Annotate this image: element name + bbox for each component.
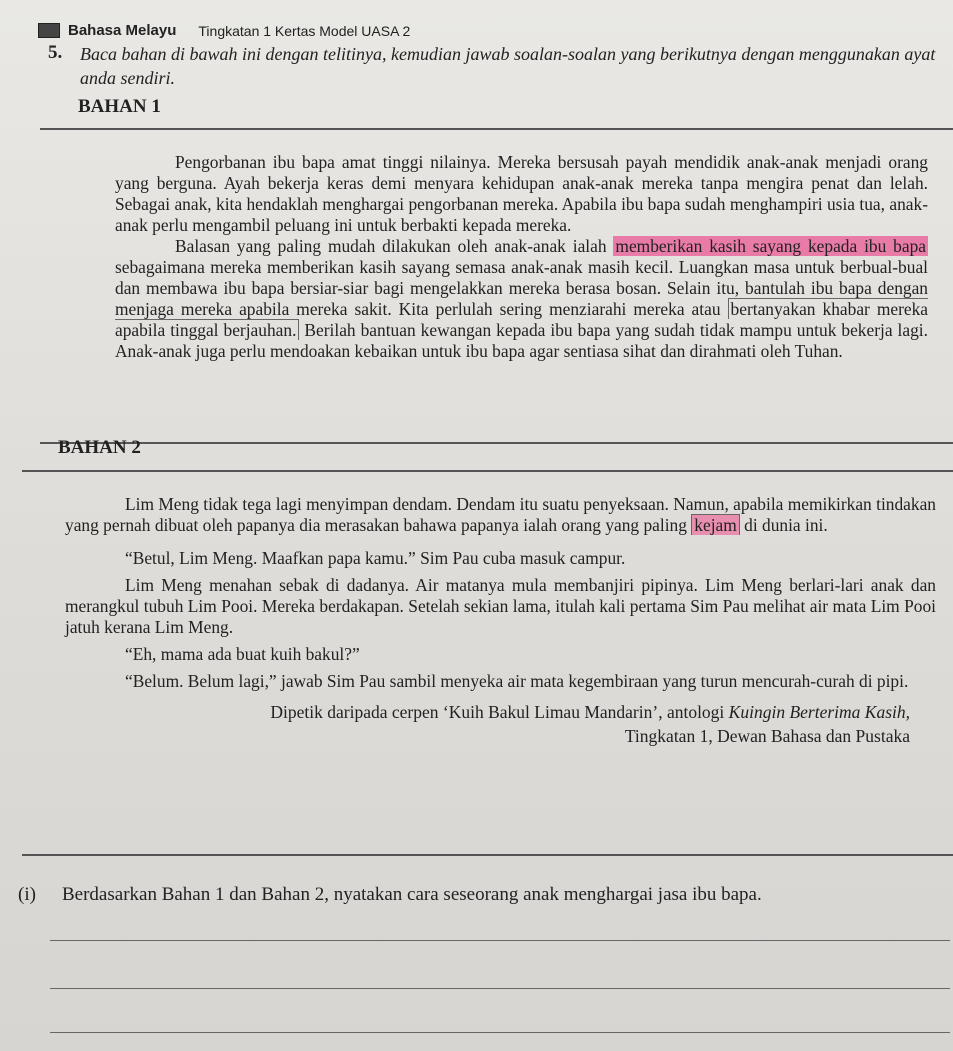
bahan-1-paragraph-2	[115, 236, 928, 362]
page-header	[38, 22, 410, 39]
bahan-1-box	[40, 128, 953, 444]
subquestion-number: (i)	[18, 884, 36, 905]
bahan-1-text: Berilah bantuan kewangan kepada ibu bapa yang sudah tidak mampu untuk bekerja lagi. Anak-anak juga perlu mendoakan kebaikan untuk ibu bapa agar sentiasa sihat dan dirahmati oleh Tuhan.	[115, 320, 928, 361]
subject-title: Bahasa Melayu	[68, 22, 177, 39]
bahan-1-text: Balasan yang paling mudah dilakukan oleh anak-anak ialah	[175, 236, 614, 256]
source-line-1	[65, 700, 910, 724]
publisher-logo	[38, 23, 60, 38]
source-text: Dipetik daripada cerpen ‘Kuih Bakul Limau Mandarin’, antologi	[270, 702, 729, 722]
bahan-2-text: di dunia ini.	[739, 515, 828, 535]
paper-series: Tingkatan 1 Kertas Model UASA 2	[198, 22, 411, 39]
source-anthology-title: Kuingin Berterima Kasih,	[728, 702, 910, 722]
answer-line-1[interactable]	[50, 940, 950, 941]
bahan-2-paragraph-3: Lim Meng menahan sebak di dadanya. Air matanya mula membanjiri pipinya. Lim Meng berlari-lari anak dan merangkul tubuh Lim Pooi. Mereka berdakapan. Setelah sekian lama, itulah kali pertama Sim Pau melihat air mata Lim Pooi jatuh kerana Lim Meng.	[65, 575, 936, 637]
highlighted-phrase: memberikan kasih sayang kepada ibu bapa	[615, 236, 927, 256]
highlighted-word: kejam	[691, 514, 740, 535]
subquestion-text: Berdasarkan Bahan 1 dan Bahan 2, nyatakan cara seseorang anak menghargai jasa ibu bapa.	[62, 884, 762, 905]
bahan-2-paragraph-5: “Belum. Belum lagi,” jawab Sim Pau sambil menyeka air mata kegembiraan yang turun mencurah-curah di pipi.	[125, 671, 909, 691]
question-instruction: Baca bahan di bawah ini dengan telitinya, kemudian jawab soalan-soalan yang berikutnya dengan menggunakan ayat anda sendiri.	[80, 44, 936, 88]
bahan-2-box	[22, 470, 953, 856]
source-citation	[65, 700, 936, 748]
bahan-1-paragraph-1: Pengorbanan ibu bapa amat tinggi nilainya. Mereka bersusah payah mendidik anak-anak menjadi orang yang berguna. Ayah bekerja keras demi menyara kehidupan anak-anak mereka tanpa mengira penat dan lelah. Sebagai anak, kita hendaklah menghargai pengorbanan mereka. Apabila ibu bapa sudah menghampiri usia tua, anak-anak perlu mengambil peluang ini untuk berbakti kepada mereka.	[115, 152, 928, 235]
subquestion-i	[18, 884, 762, 906]
outlined-phrase: bertanyakan khabar mereka apabila tinggal berjauhan.	[115, 299, 929, 340]
bahan-1-label: BAHAN 1	[78, 96, 161, 117]
bahan-2-label: BAHAN 2	[58, 437, 141, 458]
answer-line-2[interactable]	[50, 988, 950, 989]
bahan-1-text: sebagaimana mereka memberikan kasih sayang semasa anak-anak masih kecil. Luangkan masa untuk berbual-bual dan membawa ibu bapa bersiar-siar bagi mengelakkan mereka berasa bosan. Selain itu, bantulah ibu bapa dengan menjaga mereka apabila mereka sakit. Kita perlulah sering menziarahi mereka atau	[115, 257, 928, 319]
question-number: 5.	[48, 42, 63, 63]
bahan-2-paragraph-2: “Betul, Lim Meng. Maafkan papa kamu.” Sim Pau cuba masuk campur.	[125, 548, 626, 568]
answer-line-3[interactable]	[50, 1032, 950, 1033]
bahan-2-paragraph-4: “Eh, mama ada buat kuih bakul?”	[125, 644, 360, 664]
bahan-2-paragraph-1	[65, 494, 936, 536]
source-line-2: Tingkatan 1, Dewan Bahasa dan Pustaka	[624, 726, 910, 746]
bahan-2-text: Lim Meng tidak tega lagi menyimpan dendam. Dendam itu suatu penyeksaan. Namun, apabila memikirkan tindakan yang pernah dibuat oleh papanya dia merasakan bahawa papanya ialah orang yang paling	[65, 494, 936, 535]
